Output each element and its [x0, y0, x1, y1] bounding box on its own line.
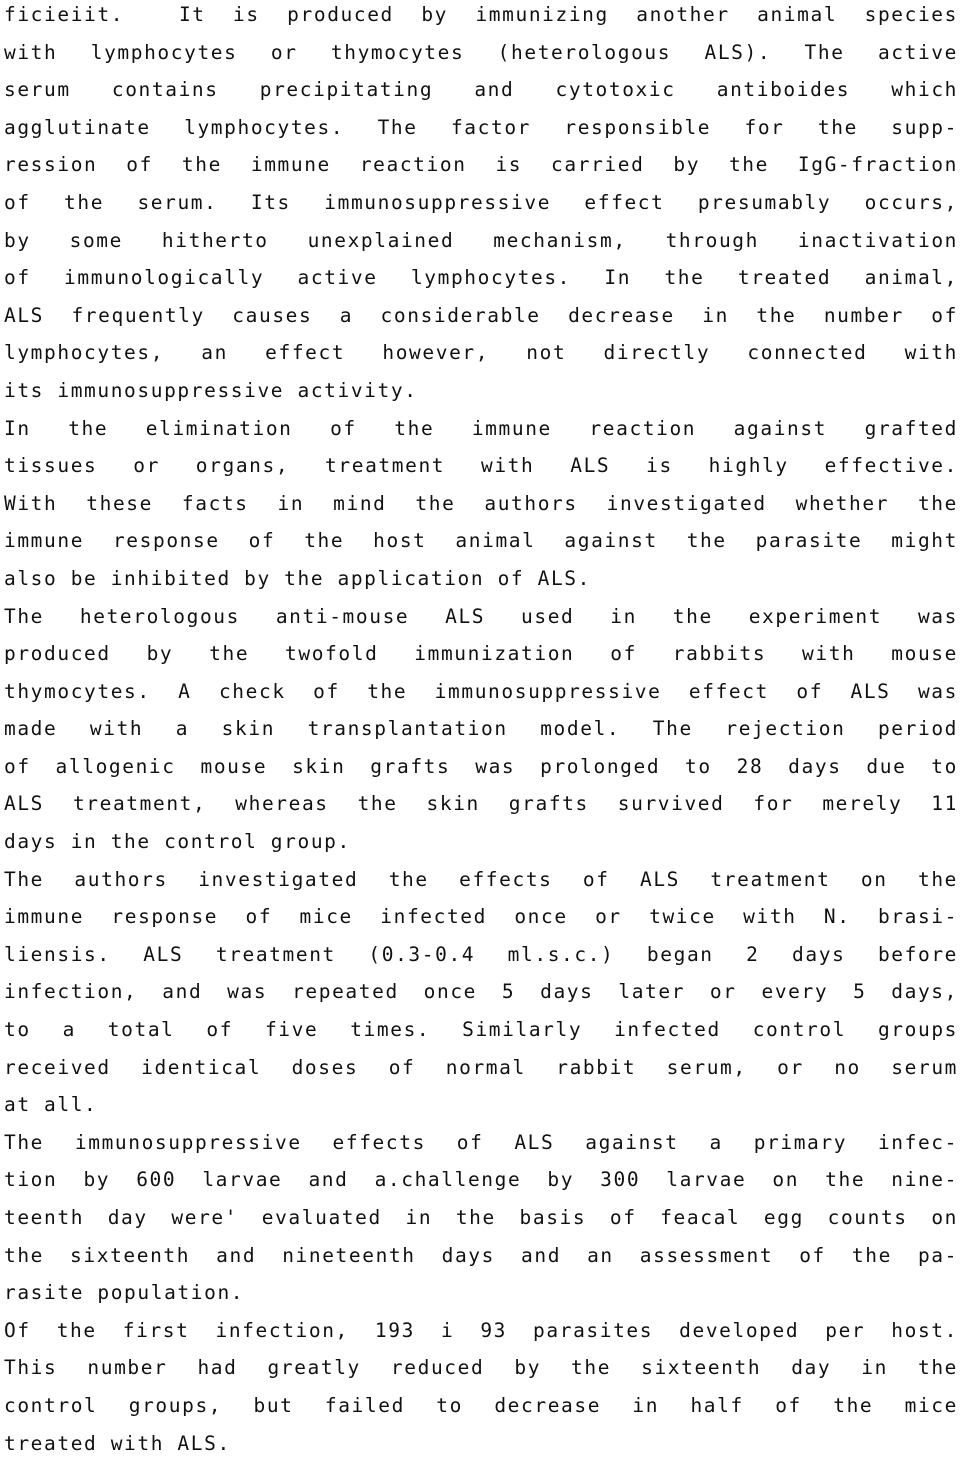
text-line: teenth day were' evaluated in the basis of feacal egg counts on	[4, 1206, 958, 1229]
text-line: serum contains precipitating and cytotoxic antiboides which	[4, 78, 958, 102]
text-line: also be inhibited by the application of ALS.	[4, 566, 591, 590]
text-line: ression of the immune reaction is carried by the IgG-fraction	[4, 153, 958, 177]
text-line: with lymphocytes or thymocytes (heterologous ALS). The active	[4, 40, 958, 64]
text-line: by some hitherto unexplained mechanism, through inactivation	[4, 228, 958, 252]
text-line: control groups, but failed to decrease in half of the mice	[4, 1393, 958, 1417]
text-line: made with a skin transplantation model. The rejection period	[4, 717, 958, 741]
text-line: immune response of the host animal against the parasite might	[4, 529, 958, 553]
text-line: With these facts in mind the authors investigated whether the	[4, 491, 958, 515]
text-line: infection, and was repeated once 5 days later or every 5 days,	[4, 980, 958, 1004]
text-line: agglutinate lymphocytes. The factor responsible for the supp-	[4, 115, 958, 139]
text-line: This number had greatly reduced by the sixteenth day in the	[4, 1356, 958, 1380]
text-line: of the serum. Its immunosuppressive effect presumably occurs,	[4, 190, 958, 214]
text-line: ficieiit. It is produced by immunizing another animal species	[4, 3, 958, 26]
text-line: ALS treatment, whereas the skin grafts survived for merely 11	[4, 792, 958, 816]
text-line: treated with ALS.	[4, 1431, 231, 1455]
document-page	[4, 0, 958, 1462]
text-line: lymphocytes, an effect however, not directly connected with	[4, 341, 958, 365]
text-line: received identical doses of normal rabbit serum, or no serum	[4, 1055, 958, 1079]
text-line: tion by 600 larvae and a.challenge by 300 larvae on the nine-	[4, 1168, 958, 1192]
text-line: thymocytes. A check of the immunosuppressive effect of ALS was	[4, 679, 958, 703]
text-line: tissues or organs, treatment with ALS is highly effective.	[4, 454, 958, 478]
text-line: days in the control group.	[4, 830, 351, 854]
text-line: ALS frequently causes a considerable decrease in the number of	[4, 303, 958, 327]
text-line: rasite population.	[4, 1281, 245, 1305]
text-line: Of the first infection, 193 i 93 parasites developed per host.	[4, 1318, 958, 1342]
text-line: the sixteenth and nineteenth days and an assessment of the pa-	[4, 1243, 958, 1267]
text-line: of immunologically active lymphocytes. In the treated animal,	[4, 266, 958, 290]
text-line: of allogenic mouse skin grafts was prolonged to 28 days due to	[4, 754, 958, 778]
text-line: The authors investigated the effects of ALS treatment on the	[4, 867, 958, 891]
text-line: immune response of mice infected once or twice with N. brasi-	[4, 905, 958, 929]
text-line: The heterologous anti-mouse ALS used in the experiment was	[4, 604, 958, 628]
text-line: its immunosuppressive activity.	[4, 378, 418, 402]
text-line: In the elimination of the immune reaction against grafted	[4, 416, 958, 440]
text-line: to a total of five times. Similarly infected control groups	[4, 1018, 958, 1042]
text-line: liensis. ALS treatment (0.3-0.4 ml.s.c.) began 2 days before	[4, 942, 958, 966]
text-line: produced by the twofold immunization of rabbits with mouse	[4, 642, 958, 666]
text-line: The immunosuppressive effects of ALS against a primary infec-	[4, 1130, 958, 1154]
text-line: at all.	[4, 1093, 98, 1117]
